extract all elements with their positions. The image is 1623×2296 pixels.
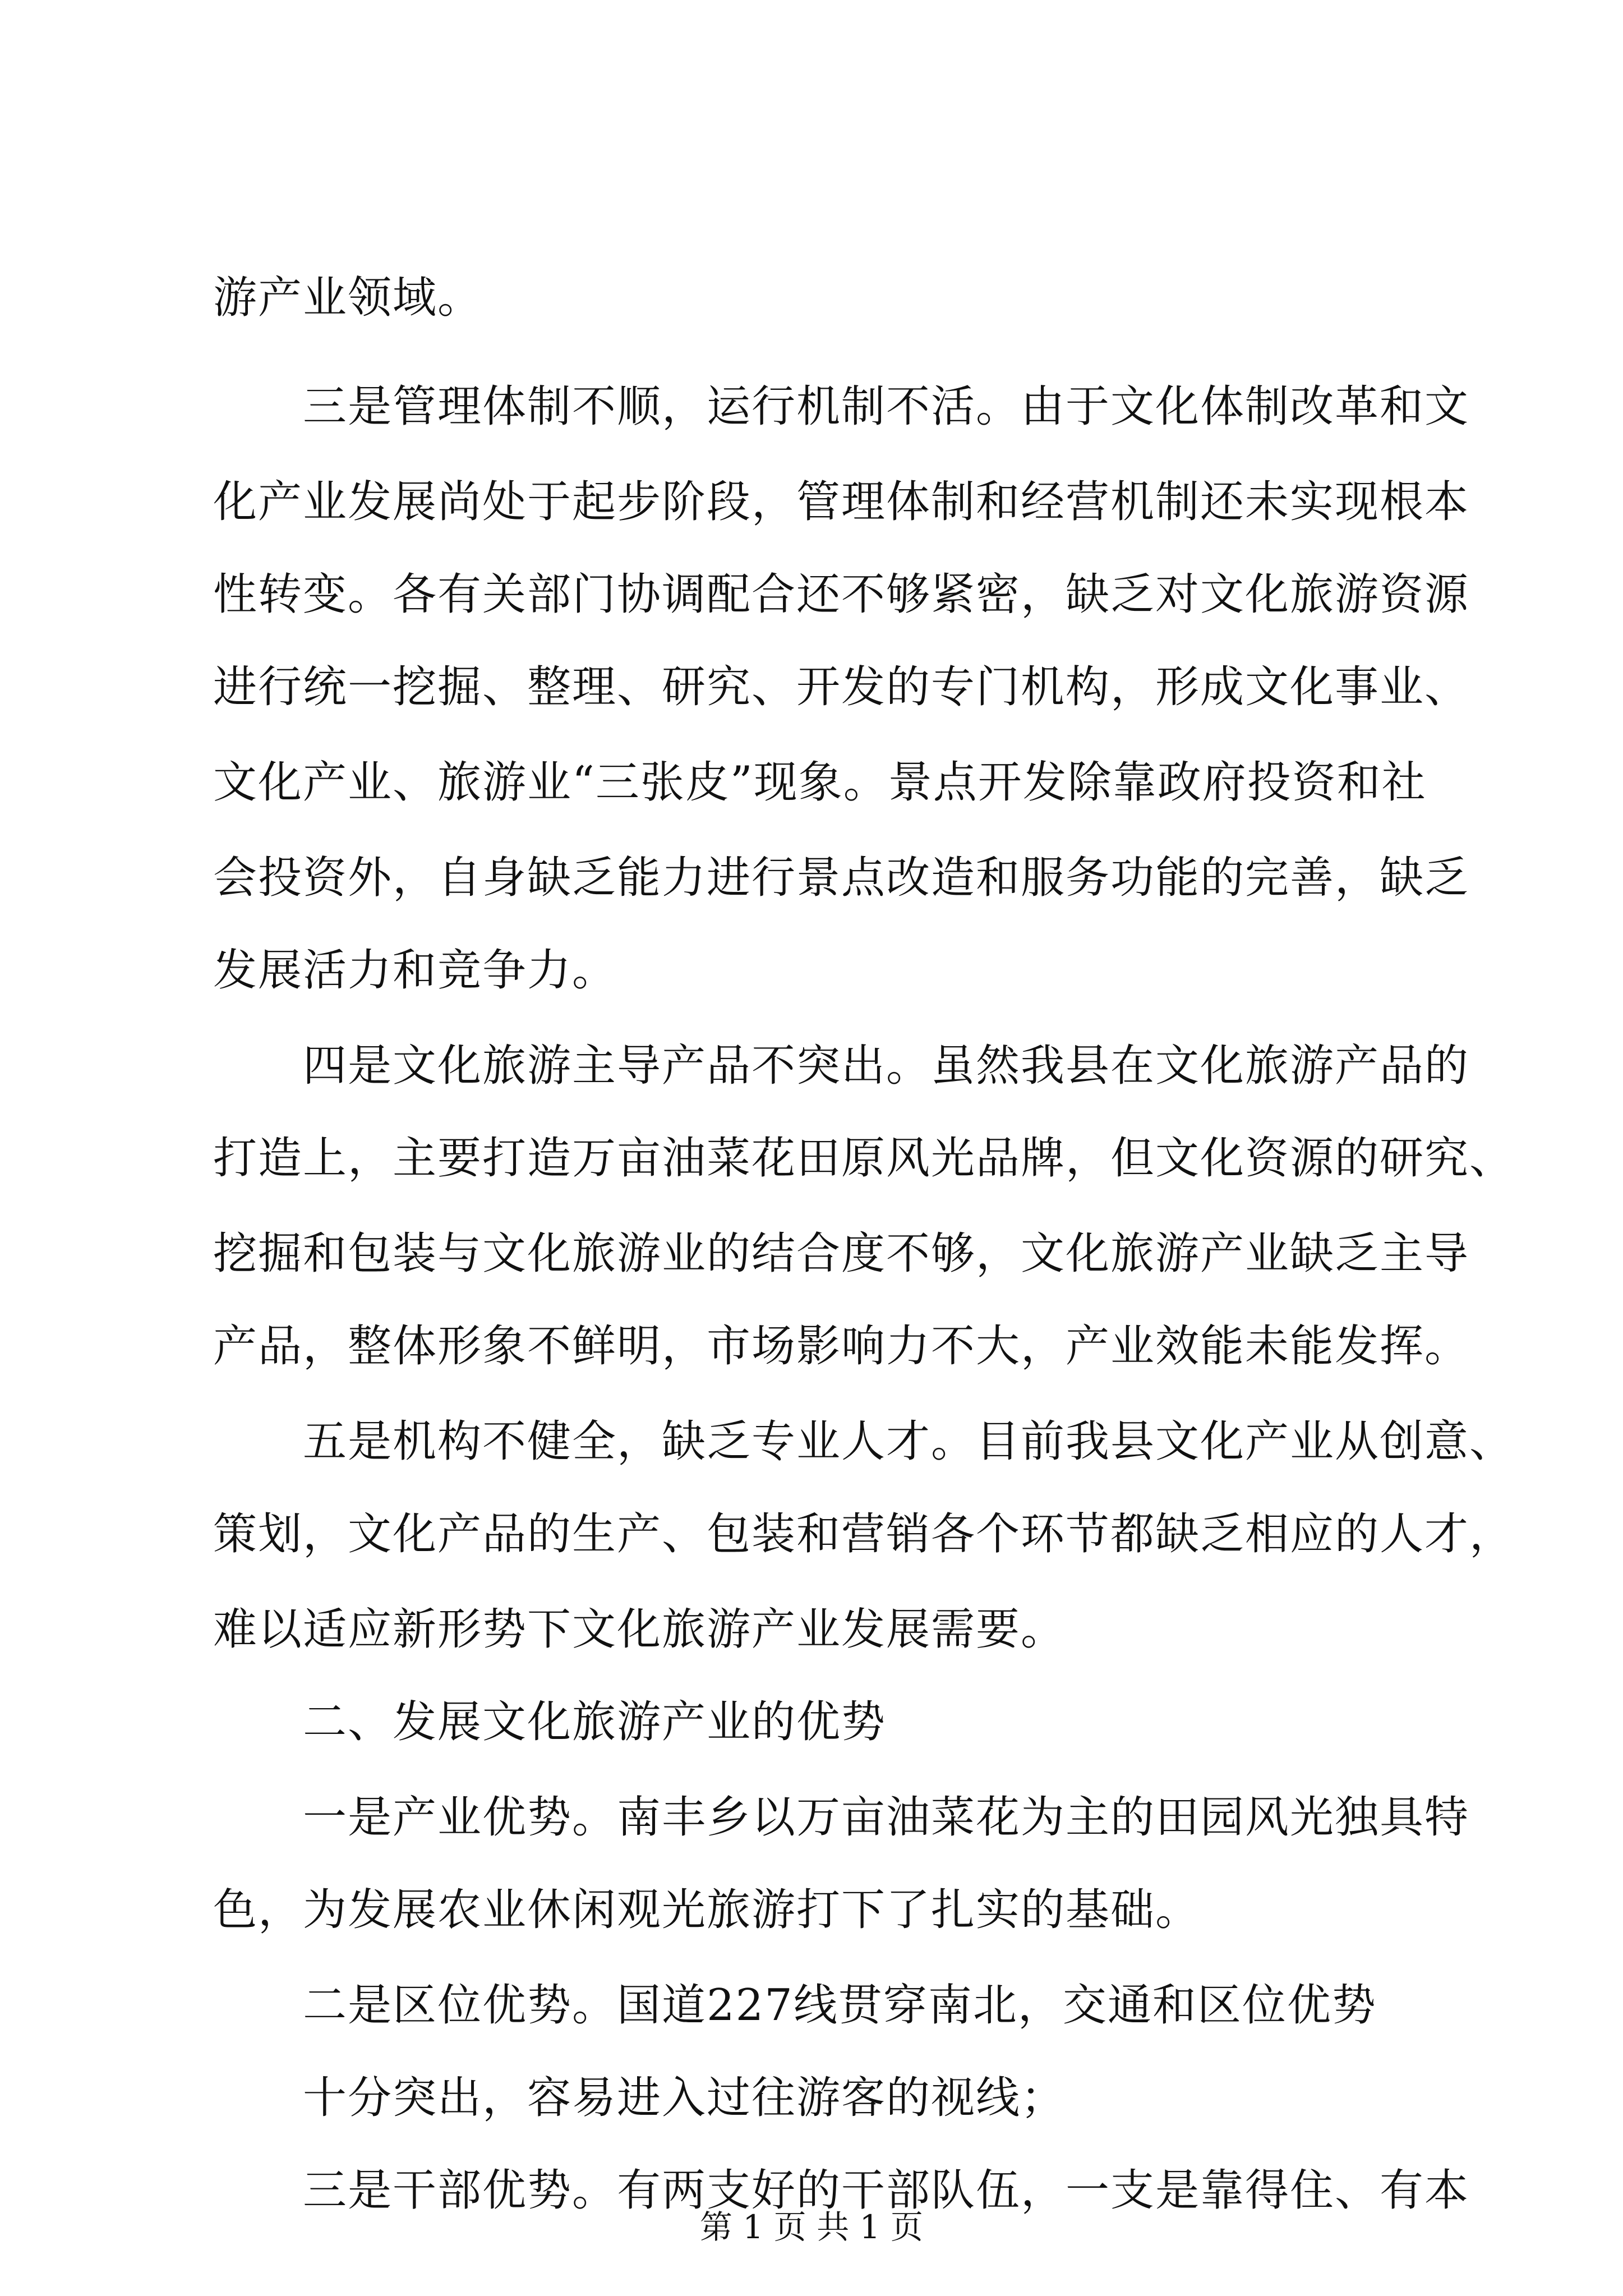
text-line: 三是干部优势。有两支好的干部队伍，一支是靠得住、有本 <box>303 2165 1470 2216</box>
text-line: 五是机构不健全，缺乏专业人才。目前我县文化产业从创意、 <box>303 1416 1515 1467</box>
text-line: 十分突出，容易进入过往游客的视线； <box>303 2073 1066 2123</box>
text-line: 一是产业优势。南丰乡以万亩油菜花为主的田园风光独具特 <box>303 1792 1470 1843</box>
text-line: 三是管理体制不顺，运行机制不活。由于文化体制改革和文 <box>303 381 1470 432</box>
text-line: 二是区位优势。国道227线贯穿南北，交通和区位优势 <box>303 1980 1377 2031</box>
text-line: 策划，文化产品的生产、包装和营销各个环节都缺乏相应的人才， <box>213 1509 1515 1559</box>
text-line: 色，为发展农业休闲观光旅游打下了扎实的基础。 <box>213 1885 1201 1935</box>
text-line: 难以适应新形势下文化旅游产业发展需要。 <box>213 1604 1066 1655</box>
text-line: 挖掘和包装与文化旅游业的结合度不够，文化旅游产业缺乏主导 <box>213 1228 1470 1279</box>
text-line: 会投资外，自身缺乏能力进行景点改造和服务功能的完善，缺乏 <box>213 853 1470 903</box>
text-line: 产品，整体形象不鲜明，市场影响力不大，产业效能未能发挥。 <box>213 1321 1470 1372</box>
text-line: 游产业领域。 <box>213 273 483 323</box>
text-line: 文化产业、旅游业“三张皮”现象。景点开发除靠政府投资和社 <box>213 757 1427 808</box>
text-line: 性转变。各有关部门协调配合还不够紧密，缺乏对文化旅游资源 <box>213 569 1470 620</box>
text-line: 四是文化旅游主导产品不突出。虽然我县在文化旅游产品的 <box>303 1041 1470 1091</box>
section-heading: 二、发展文化旅游产业的优势 <box>303 1697 887 1747</box>
text-line: 打造上，主要打造万亩油菜花田原风光品牌，但文化资源的研究、 <box>213 1133 1515 1184</box>
text-line: 发展活力和竞争力。 <box>213 945 617 996</box>
text-line: 进行统一挖掘、整理、研究、开发的专门机构，形成文化事业、 <box>213 662 1470 712</box>
text-line: 化产业发展尚处于起步阶段，管理体制和经营机制还未实现根本 <box>213 477 1470 527</box>
page-number-label: 第 1 页 共 1 页 <box>700 2208 923 2246</box>
page-footer <box>0 2205 1623 2249</box>
